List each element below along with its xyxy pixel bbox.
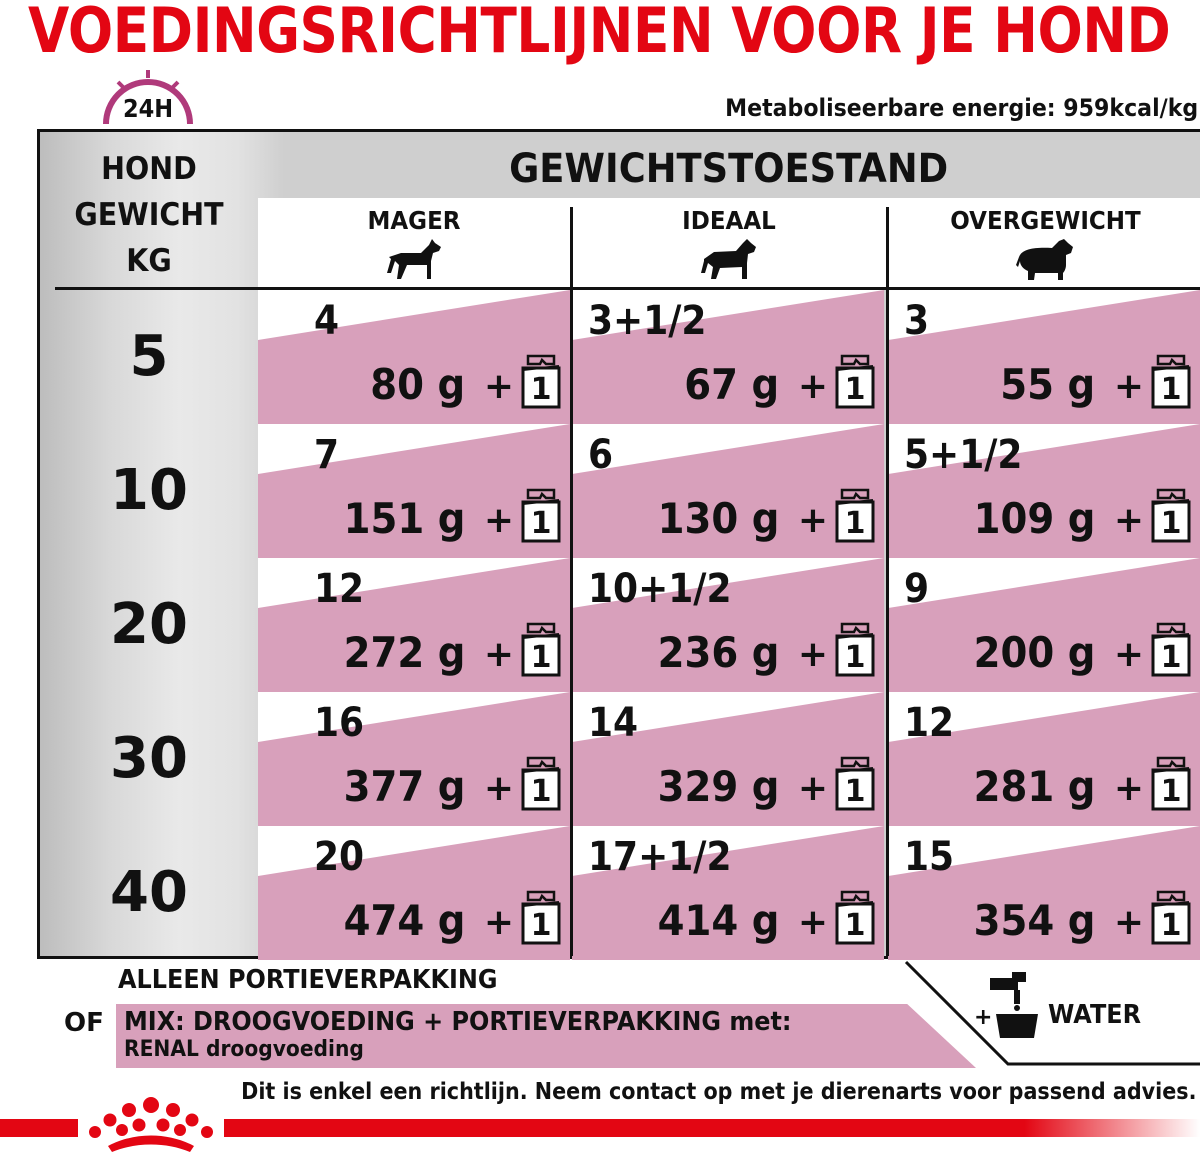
plus-sign: + <box>1113 500 1144 541</box>
pouch-number: 1 <box>530 506 552 541</box>
pouch-count: 17+1/2 <box>588 834 732 880</box>
pouch-icon <box>834 486 876 548</box>
pouch-count: 16 <box>314 700 365 746</box>
pouch-icon <box>1150 620 1192 682</box>
plus-sign: + <box>797 500 828 541</box>
dry-food-grams: 236 g <box>657 628 779 677</box>
thin-dog-icon <box>385 237 443 283</box>
pouch-icon <box>1150 352 1192 414</box>
or-label: OF <box>64 1008 104 1038</box>
pouch-number: 1 <box>1160 774 1182 809</box>
header-line-1: HOND <box>101 151 197 187</box>
pouch-number: 1 <box>530 774 552 809</box>
weight-value: 40 <box>110 860 188 925</box>
column-header-thin <box>258 198 570 287</box>
page-title: VOEDINGSRICHTLIJNEN VOOR JE HOND <box>28 0 1171 67</box>
plus-sign: + <box>797 634 828 675</box>
pouch-count: 15 <box>904 834 955 880</box>
header-line-2: GEWICHT <box>74 197 224 233</box>
mix-label: MIX: DROOGVOEDING + PORTIEVERPAKKING met: <box>124 1007 792 1037</box>
pouch-icon <box>520 888 562 950</box>
dry-food-grams: 414 g <box>657 896 779 945</box>
dry-food-grams: 354 g <box>973 896 1095 945</box>
ideal-dog-icon <box>700 237 758 283</box>
column-divider <box>570 207 573 956</box>
portion-cell <box>888 558 1200 692</box>
pouch-count: 5+1/2 <box>904 432 1023 478</box>
pouch-number: 1 <box>1160 506 1182 541</box>
water-plus: + <box>974 1005 993 1030</box>
water-label: WATER <box>1048 1000 1142 1030</box>
column-divider <box>886 207 889 956</box>
plus-sign: + <box>483 500 514 541</box>
column-label-ideal: IDEAAL <box>682 206 776 235</box>
dry-food-grams: 200 g <box>973 628 1095 677</box>
portion-cell <box>572 826 884 960</box>
overweight-dog-icon <box>1016 237 1076 283</box>
pouch-number: 1 <box>844 506 866 541</box>
weight-value: 30 <box>110 726 188 791</box>
water-bowl-icon <box>990 972 1038 1038</box>
dry-food-grams: 474 g <box>343 896 465 945</box>
condition-header <box>258 140 1200 198</box>
portion-cell <box>258 558 570 692</box>
pouch-count: 6 <box>588 432 614 478</box>
clock-24h-icon <box>98 62 198 134</box>
portion-cell <box>258 290 570 424</box>
pouch-icon <box>834 620 876 682</box>
portion-cell <box>572 692 884 826</box>
feeding-table <box>37 129 1200 959</box>
pouch-count: 9 <box>904 566 930 612</box>
dry-food-grams: 80 g <box>370 360 465 409</box>
plus-sign: + <box>1113 768 1144 809</box>
clock-label: 24H <box>122 94 174 123</box>
plus-sign: + <box>1113 366 1144 407</box>
weight-value: 20 <box>110 592 188 657</box>
pouch-count: 20 <box>314 834 365 880</box>
portion-cell <box>258 692 570 826</box>
pouch-icon <box>520 486 562 548</box>
plus-sign: + <box>483 634 514 675</box>
plus-sign: + <box>797 768 828 809</box>
pouch-count: 3 <box>904 298 930 344</box>
dry-food-grams: 329 g <box>657 762 779 811</box>
pouch-count: 12 <box>904 700 955 746</box>
royal-canin-crown-logo <box>84 1096 218 1154</box>
pouch-number: 1 <box>844 774 866 809</box>
pouch-number: 1 <box>530 372 552 407</box>
energy-info: Metaboliseerbare energie: 959kcal/kg <box>724 94 1198 122</box>
portion-cell <box>572 424 884 558</box>
pouch-icon <box>834 754 876 816</box>
pouch-number: 1 <box>530 640 552 675</box>
disclaimer: Dit is enkel een richtlijn. Neem contact op met je dierenarts voor passend advies. <box>240 1079 1196 1105</box>
portion-cell <box>258 826 570 960</box>
pouch-icon <box>1150 754 1192 816</box>
pouch-number: 1 <box>844 640 866 675</box>
plus-sign: + <box>1113 634 1144 675</box>
condition-subheader <box>258 198 1200 287</box>
portion-cell <box>572 290 884 424</box>
pouch-icon <box>520 754 562 816</box>
pouch-number: 1 <box>1160 908 1182 943</box>
column-header-overweight <box>888 198 1200 287</box>
plus-sign: + <box>797 902 828 943</box>
portion-cell <box>572 558 884 692</box>
weight-value: 10 <box>110 458 188 523</box>
pouch-icon <box>520 352 562 414</box>
column-label-overweight: OVERGEWICHT <box>950 206 1141 235</box>
brand-line-left <box>0 1119 78 1137</box>
header-line-3: KG <box>126 243 172 279</box>
dry-food-grams: 67 g <box>684 360 779 409</box>
dry-food-grams: 377 g <box>343 762 465 811</box>
column-header-ideal <box>572 198 886 287</box>
dry-food-grams: 109 g <box>973 494 1095 543</box>
column-label-thin: MAGER <box>367 206 461 235</box>
brand-line-right <box>224 1119 1200 1137</box>
portion-cell <box>888 424 1200 558</box>
plus-sign: + <box>1113 902 1144 943</box>
plus-sign: + <box>483 768 514 809</box>
pouch-number: 1 <box>530 908 552 943</box>
pouch-count: 10+1/2 <box>588 566 732 612</box>
pouch-count: 4 <box>314 298 340 344</box>
pouch-icon <box>1150 486 1192 548</box>
dry-food-grams: 151 g <box>343 494 465 543</box>
portion-cell <box>888 826 1200 960</box>
pouch-icon <box>834 352 876 414</box>
portion-cell <box>258 424 570 558</box>
dry-food-grams: 281 g <box>973 762 1095 811</box>
portion-cell <box>888 692 1200 826</box>
pouch-number: 1 <box>1160 372 1182 407</box>
portion-cell <box>888 290 1200 424</box>
only-pouch-label: ALLEEN PORTIEVERPAKKING <box>118 965 498 995</box>
pouch-count: 3+1/2 <box>588 298 707 344</box>
plus-sign: + <box>483 902 514 943</box>
pouch-number: 1 <box>844 908 866 943</box>
pouch-count: 7 <box>314 432 340 478</box>
dry-food-grams: 272 g <box>343 628 465 677</box>
plus-sign: + <box>483 366 514 407</box>
plus-sign: + <box>797 366 828 407</box>
weight-column-header <box>40 146 258 284</box>
weight-value: 5 <box>129 324 169 389</box>
pouch-number: 1 <box>844 372 866 407</box>
dry-food-grams: 130 g <box>657 494 779 543</box>
pouch-count: 14 <box>588 700 639 746</box>
pouch-icon <box>834 888 876 950</box>
pouch-icon <box>1150 888 1192 950</box>
dry-food-grams: 55 g <box>1000 360 1095 409</box>
pouch-icon <box>520 620 562 682</box>
pouch-count: 12 <box>314 566 365 612</box>
renal-label: RENAL droogvoeding <box>124 1037 364 1062</box>
condition-header-label: GEWICHTSTOESTAND <box>509 146 949 192</box>
pouch-number: 1 <box>1160 640 1182 675</box>
